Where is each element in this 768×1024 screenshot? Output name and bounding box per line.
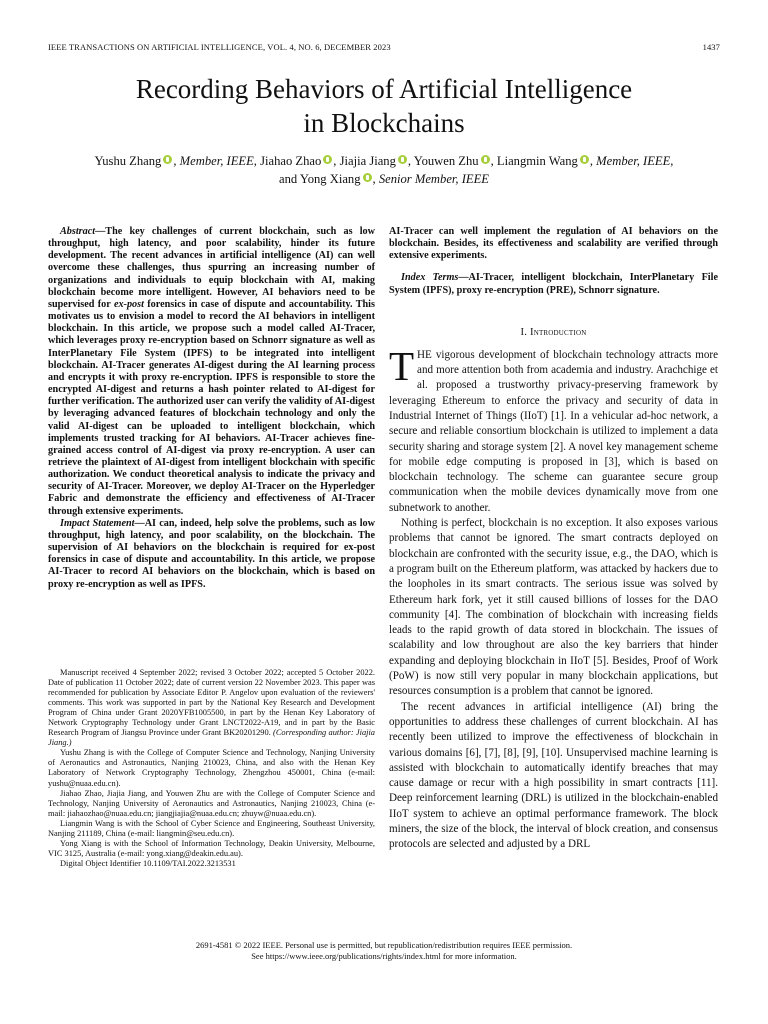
orcid-icon[interactable] (323, 155, 332, 164)
impact-lead: Impact Statement (60, 517, 135, 529)
section-heading-introduction (389, 327, 718, 338)
abstract-body-b: forensics in case of dispute and accountability. This motivates us to envision a model to record the AI behaviors in intelligent blockchain. In this article, we propose such a model called AI-Tracer, which leverages proxy re-encryption based on Schnorr signature as well as InterPlanetary File System (IPFS) to be integrated into intelligent blockchain. AI-Tracer generates AI-digest during the AI learning process and encrypts it with proxy re-encryption. IPFS is responsible to store the encrypted AI-digest and returns a hash pointer related to AI-digest for further verification. The authorized user can verify the validity of AI-digest by leveraging advanced features of blockchain technology and only the valid AI-digest can be uploaded to intelligent blockchain, which implements trusted tracking for AI behaviors. AI-Tracer achieves fine-grained access control of AI-digest via proxy re-encryption. A user can retrieve the plaintext of AI-digest from intelligent blockchain with specific authorization. We conduct theoretical analysis to indicate the privacy and security of AI-Tracer. Moreover, we deploy AI-Tracer on the Hyperledger Fabric and demonstrate the efficiency and effectiveness of AI-Tracer through extensive experiments. (48, 298, 375, 517)
abstract-emphasis: ex-post (113, 298, 144, 310)
author-name: Jiajia Jiang (339, 154, 396, 168)
author-name: Youwen Zhu (413, 154, 479, 168)
index-terms (389, 272, 718, 296)
orcid-icon[interactable] (398, 155, 407, 164)
author-role: Member, IEEE (596, 154, 671, 168)
footnote-affiliation-zhao: Jiahao Zhao, Jiajia Jiang, and Youwen Zhu are with the College of Computer Science and Technology, Nanjing University of Aeronautics and Astronautics, Nanjing 210023, China (e-mail: jiahaozhao@nuaa.edu.cn; jiangjiajia@nuaa.edu.cn; zhuyw@nuaa.edu.cn). (48, 788, 375, 818)
abstract-continuation: AI-Tracer can well implement the regulation of AI behaviors on the blockchain. Besides, its effectiveness and scalability are verified through extensive experiments. (389, 226, 718, 262)
orcid-icon[interactable] (481, 155, 490, 164)
orcid-icon[interactable] (163, 155, 172, 164)
section-numeral: I. (520, 326, 528, 338)
index-terms-body: —AI-Tracer, intelligent blockchain, InterPlanetary File System (IPFS), proxy re-encryption (PRE), Schnorr signature. (389, 272, 718, 296)
intro-paragraph-2: Nothing is perfect, blockchain is no exception. It also exposes various problems that cannot be ignored. The smart contracts deployed on blockchain are confronted with the security issue, e.g., the DAO, which is a program built on the Ethereum platform, was attacked by hackers due to the loopholes in its smart contracts. The serious issue was solved by Ethereum hark fork, yet it still caused billions of losses for the DAO community [4]. The combination of blockchain with increasing fields leads to the rapid growth of data stored in blockchain. The issues of scalability and low throughout are also the key barriers that hinder expanding and deploying blockchain in IIoT [5]. Besides, Proof of Work (PoW) is now still very popular in many blockchain applications, but resources consumption is a problem that cannot be ignored. (389, 517, 718, 698)
footnote-corresponding: (Corresponding author: Jiajia Jiang.) (48, 728, 375, 748)
running-head (48, 42, 720, 52)
copyright-line-2: See https://www.ieee.org/publications/rights/index.html for more information. (251, 951, 517, 961)
intro-paragraph-1 (389, 342, 718, 516)
intro-paragraph-3: The recent advances in artificial intelligence (AI) bring the opportunities to address these challenges of current blockchain. AI has recently been utilized to improve the effectiveness of blockchain in various domains [6], [7], [8], [9], [10]. Unsupervised machine learning is assisted with blockchain to automatically identify breaches that may cause damage or recur with a high possibility in smart contracts [11]. Deep reinforcement learning (DRL) is utilized in the blockchain-enabled IIoT system to achieve an optimal performance framework. The block miners, the size of the block, the interval of block creation, and consensus protocols are selected and adjusted by a DRL (389, 700, 718, 851)
footnote-affiliation-xiang: Yong Xiang is with the School of Information Technology, Deakin University, Melbourne, VIC 3125, Australia (e-mail: yong.xiang@deakin.edu.au). (48, 838, 375, 858)
footnotes (48, 668, 375, 869)
copyright-line-1: 2691-4581 © 2022 IEEE. Personal use is permitted, but republication/redistribution requires IEEE permission. (195, 940, 573, 950)
author-conjunction: and (279, 172, 298, 186)
abstract (48, 226, 375, 518)
intro-paragraph-1-text: vigorous development of blockchain technology attracts more and more attention both from academia and industry. Arachchige et al. proposed a trustworthy privacy-preserving framework by leveraging Ethereum to enforce the privacy and security of data in Industrial Internet of Things (IIoT) [1]. In a vehicular ad-hoc network, a secure and reliable consortium blockchain is utilized to implement a data security sharing and storage system [2]. A novel key management scheme for mobile edge computing is proposed in [3], which is based on blockchain technology. The scheme can guarantee secure group communication when the mobile devices dynamically move from one subnetwork to another. (389, 348, 718, 514)
abstract-lead: Abstract (60, 226, 96, 237)
title-line-2: in Blockchains (303, 108, 465, 138)
title-line-1: Recording Behaviors of Artificial Intelligence (135, 74, 633, 104)
orcid-icon[interactable] (580, 155, 589, 164)
index-terms-lead: Index Terms (401, 272, 459, 284)
section-title: Introduction (529, 326, 587, 338)
impact-body: —AI can, indeed, help solve the problems, such as low throughput, high latency, and poor scalability, on the blockchain. The supervision of AI behaviors on the blockchain is required for ex-post forensics in case of dispute and accountability. In this article, we propose AI-Tracer to record AI behaviors on the blockchain, which is based on proxy re-encryption as well as IPFS. (48, 517, 376, 590)
journal-name: IEEE TRANSACTIONS ON ARTIFICIAL INTELLIGENCE, VOL. 4, NO. 6, DECEMBER 2023 (48, 42, 391, 52)
footnote-affiliation-wang: Liangmin Wang is with the School of Cyber Science and Engineering, Southeast University, Nanjing 211189, China (e-mail: liangmin@seu.edu.cn). (48, 818, 375, 838)
footnote-manuscript (48, 668, 375, 748)
copyright-notice (40, 940, 728, 962)
author-role: Senior Member, IEEE (378, 172, 489, 186)
author-line-2: and Yong Xiang , Senior Member, IEEE (279, 172, 489, 186)
page-number: 1437 (702, 42, 720, 52)
author-role: Member, IEEE (179, 154, 254, 168)
impact-statement (48, 518, 375, 591)
abstract-body-a: —The key challenges of current blockchain, such as low throughput, high latency, and poor scalability, hinder its future development. The recent advances in artificial intelligence (AI) can well overcome these challenges, thus spurring an increasing number of organizations and individuals to equip blockchain with AI, making blockchain become more intelligent. However, AI behaviors need to be supervised for (48, 226, 375, 310)
first-word: HE (417, 348, 432, 361)
author-name: Yong Xiang (299, 172, 361, 186)
right-column (389, 226, 718, 853)
author-line-1: Yushu Zhang , Member, IEEE, Jiahao Zhao , Jiajia Jiang , Youwen Zhu , Liangmin Wang , Member, IEEE, (94, 154, 674, 168)
paper-title (40, 72, 728, 140)
drop-cap: T (389, 342, 415, 389)
author-name: Jiahao Zhao (260, 154, 322, 168)
author-list (40, 152, 728, 188)
footnote-doi: Digital Object Identifier 10.1109/TAI.2022.3213531 (60, 858, 236, 868)
orcid-icon[interactable] (363, 173, 372, 182)
footnote-affiliation-zhang: Yushu Zhang is with the College of Computer Science and Technology, Nanjing University of Aeronautics and Astronautics, Nanjing 210023, China, and also with the Henan Key Laboratory of Network Cryptography Technology, Zhengzhou 450001, China (e-mail: yushu@nuaa.edu.cn). (48, 748, 375, 788)
left-column (48, 226, 375, 591)
footnote-manuscript-text: Manuscript received 4 September 2022; revised 3 October 2022; accepted 5 October 2022. Date of publication 11 October 2022; date of current version 22 November 2023. This paper was recommended for publication by Associate Editor P. Angelov upon evaluation of the reviewers' comments. This work was supported in part by the National Key Research and Development Program of China under Grant 2020YFB1005500, in part by the Henan Key Laboratory of Network Cryptography Technology under Grant LNCT2022-A19, and in part by the Basic Research Program of Jiangsu Province under Grant BK20201290. (48, 668, 375, 738)
author-name: Yushu Zhang (94, 154, 162, 168)
author-name: Liangmin Wang (496, 154, 578, 168)
